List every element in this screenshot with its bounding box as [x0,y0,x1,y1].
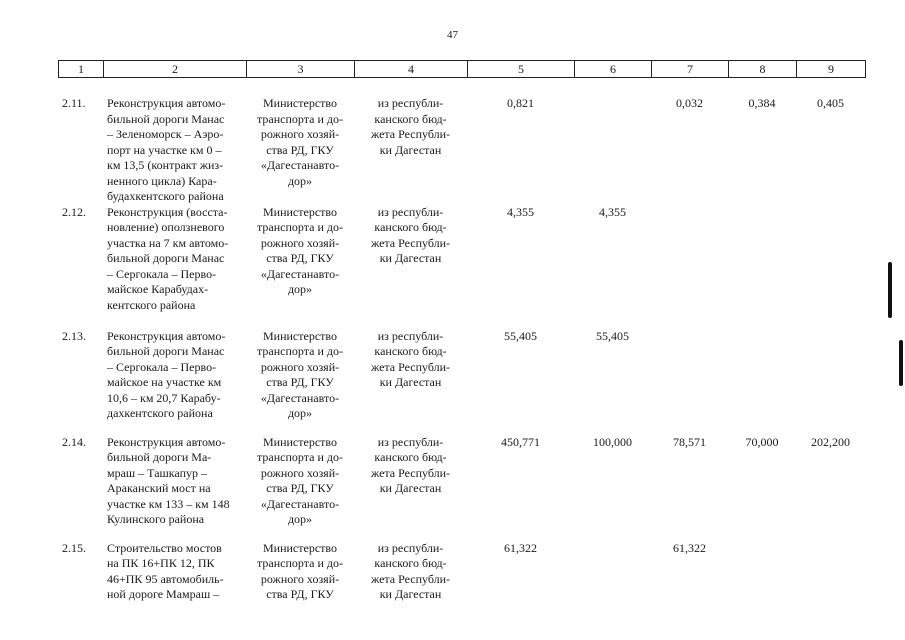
executor: Министерство транспорта и до- рожного хозяй- ства РД, ГКУ «Дагестанавто- дор» [257,96,343,188]
funding-source: из республи- канского бюд- жета Республи- ки Дагестан [370,540,451,601]
year-4-value: 0,405 [817,96,844,110]
year-2-value [651,329,728,435]
row-number: 2.11. [62,96,86,110]
year-1-value: 55,405 [596,328,629,343]
funding-source: из республи- канского бюд- жета Республи- ки Дагестан [370,96,451,157]
year-4-value [796,205,865,329]
program-table [58,96,865,611]
executor: Министерство транспорта и до- рожного хозяй- ства РД, ГКУ «Дагестанавто- дор» [257,434,343,526]
table-row [58,435,865,541]
year-1-value [574,96,651,205]
funding-source: из республи- канского бюд- жета Республи- ки Дагестан [370,328,451,389]
header-col-2: 2 [104,61,247,78]
funding-source: из республи- канского бюд- жета Республи- ки Дагестан [370,434,451,495]
total-value: 61,322 [504,540,537,555]
total-value: 0,821 [507,96,534,110]
column-number-header [58,60,866,78]
row-number: 2.13. [62,328,86,343]
row-number: 2.12. [62,204,86,219]
header-col-7: 7 [652,61,729,78]
measure-name: Реконструкция автомо- бильной дороги Ма- мраш – Ташкапур – Араканский мост на участке км 133 – км 148 Кулинского района [107,434,230,526]
year-4-value [796,541,865,611]
year-3-value [728,205,796,329]
row-number: 2.15. [62,540,86,555]
year-2-value: 78,571 [673,434,706,449]
year-1-value: 100,000 [593,434,632,449]
executor: Министерство транспорта и до- рожного хозяй- ства РД, ГКУ [257,540,343,601]
year-1-value: 4,355 [599,204,626,219]
table-row [58,541,865,611]
row-number: 2.14. [62,434,86,449]
year-3-value [728,329,796,435]
header-col-8: 8 [729,61,797,78]
year-4-value: 202,200 [811,434,850,449]
year-3-value [728,541,796,611]
year-1-value [574,541,651,611]
table-row [58,329,865,435]
header-col-9: 9 [797,61,866,78]
header-col-5: 5 [468,61,575,78]
year-2-value [651,205,728,329]
total-value: 450,771 [501,434,540,449]
page-number: 47 [447,29,458,41]
scan-mark-lower [899,340,903,386]
measure-name: Реконструкция автомо- бильной дороги Манас – Сергокала – Перво- майское на участке км 10,6 – км 20,7 Карабу- дахкентского района [107,328,226,420]
table-row [58,96,865,205]
year-3-value: 0,384 [748,96,776,110]
header-col-4: 4 [355,61,468,78]
header-row [59,61,866,78]
header-col-6: 6 [575,61,652,78]
header-col-1: 1 [59,61,104,78]
measure-name: Реконструкция автомо- бильной дороги Манас – Зеленоморск – Аэро- порт на участке км 0 – км 13,5 (контракт жиз- ненного цикла) Кара- будахкентского района [107,96,226,203]
year-2-value: 61,322 [673,540,706,555]
measure-name: Реконструкция (восста- новление) оползневого участка на 7 км автомо- бильной дороги Манас – Сергокала – Перво- майское Карабудах- кентского района [107,204,229,312]
year-3-value: 70,000 [745,434,779,449]
year-2-value: 0,032 [676,96,703,110]
year-4-value [796,329,865,435]
funding-source: из республи- канского бюд- жета Республи- ки Дагестан [370,204,451,265]
executor: Министерство транспорта и до- рожного хозяй- ства РД, ГКУ «Дагестанавто- дор» [257,328,343,420]
header-col-3: 3 [247,61,355,78]
executor: Министерство транспорта и до- рожного хозяй- ства РД, ГКУ «Дагестанавто- дор» [257,204,343,296]
total-value: 4,355 [507,204,534,219]
total-value: 55,405 [504,328,537,343]
measure-name: Строительство мостов на ПК 16+ПК 12, ПК 46+ПК 95 автомобиль- ной дороге Мамраш – [107,540,224,601]
table-row [58,205,865,329]
scan-mark-upper [888,262,892,318]
